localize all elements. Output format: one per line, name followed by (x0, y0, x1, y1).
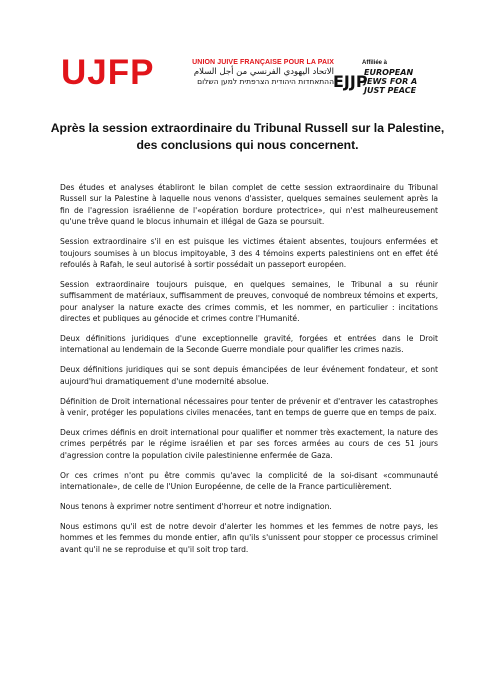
org-name-hebrew: ההתאחדות היהודית הצרפתית למען השלום (197, 77, 334, 86)
paragraph: Deux définitions juridiques qui se sont depuis émancipées de leur événement fondateur, et sont aujourd'hui dramatiquement d'une modernité absolue. (60, 365, 438, 386)
document-body (60, 182, 438, 564)
paragraph: Nous estimons qu'il est de notre devoir d'alerter les hommes et les femmes de notre pays, les hommes et les femmes du monde entier, afin qu'ils s'unissent pour stopper ce processus criminel avant qu'il ne se reproduise et qu'il soit trop tard. (60, 521, 438, 554)
affiliation-name: EUROPEAN JEWS FOR A JUST PEACE (364, 68, 418, 95)
paragraph: Des études et analyses établiront le bilan complet de cette session extraordinaire du Tribunal Russell sur la Palestine à laquelle nous venons d'assister, quelques semaines seulement après la fin de l'agression israélienne de l'«opération bordure protectrice», qui n'est malheureusement qu'une trêve quand le blocus inhumain et illégal de Gaza se poursuit. (60, 183, 438, 227)
paragraph: Deux définitions juridiques d'une exceptionnelle gravité, forgées et entrées dans le Droit international au lendemain de la Seconde Guerre mondiale pour qualifier les crimes nazis. (60, 333, 438, 355)
title-line-1: Après la session extraordinaire du Tribunal Russell sur la Palestine, (50, 121, 445, 135)
title-line-2: des conclusions qui nous concernent. (136, 138, 359, 152)
organization-names (176, 59, 334, 87)
paragraph: Session extraordinaire toujours puisque, en quelques semaines, le Tribunal a su réunir suffisamment de matériaux, suffisamment de preuves, convoqué de nombreux témoins et experts, pour analyser la nature exacte des crimes commis, et les nommer, en particulier : incitations directes et publiques au génocide et crimes contre l'Humanité. (60, 279, 438, 324)
ejjp-logo-icon (333, 67, 368, 93)
letterhead (0, 0, 495, 110)
org-name-french: UNION JUIVE FRANÇAISE POUR LA PAIX (192, 59, 334, 66)
ujfp-logo: UJFP (61, 53, 155, 92)
org-name-arabic: الاتحاد اليهودي الفرنسي من أجل السلام (193, 67, 334, 77)
paragraph: Session extraordinaire s'il en est puisque les victimes étaient absentes, toujours enfermées et toujours soumises à un blocus impitoyable, 3 des 4 témoins experts palestiniens ont en effet été refoulés à Rafah, le seul autorisé à sortir possédait un passeport européen. (60, 237, 438, 269)
paragraph: Deux crimes définis en droit international pour qualifier et nommer très exactement, la nature des crimes perpétrés par le régime israélien et par ses forces armées au cours de ces 51 jours d'agression contre la population civile palestinienne enfermée de Gaza. (60, 427, 438, 460)
page-title (40, 120, 455, 154)
paragraph: Définition de Droit international nécessaires pour tenter de prévenir et d'entraver les catastrophes à venir, protéger les populations civiles menacées, tant en temps de guerre que en temps de paix. (60, 396, 438, 417)
paragraph: Nous tenons à exprimer notre sentiment d'horreur et notre indignation. (60, 501, 332, 511)
affiliation-label: Affiliée à (362, 60, 388, 66)
paragraph: Or ces crimes n'ont pu être commis qu'avec la complicité de la soi-disant «communauté internationale», de celle de l'Union Européenne, de celle de la France particulièrement. (60, 470, 438, 492)
ejjp-logo-text: EJJP (333, 72, 368, 91)
